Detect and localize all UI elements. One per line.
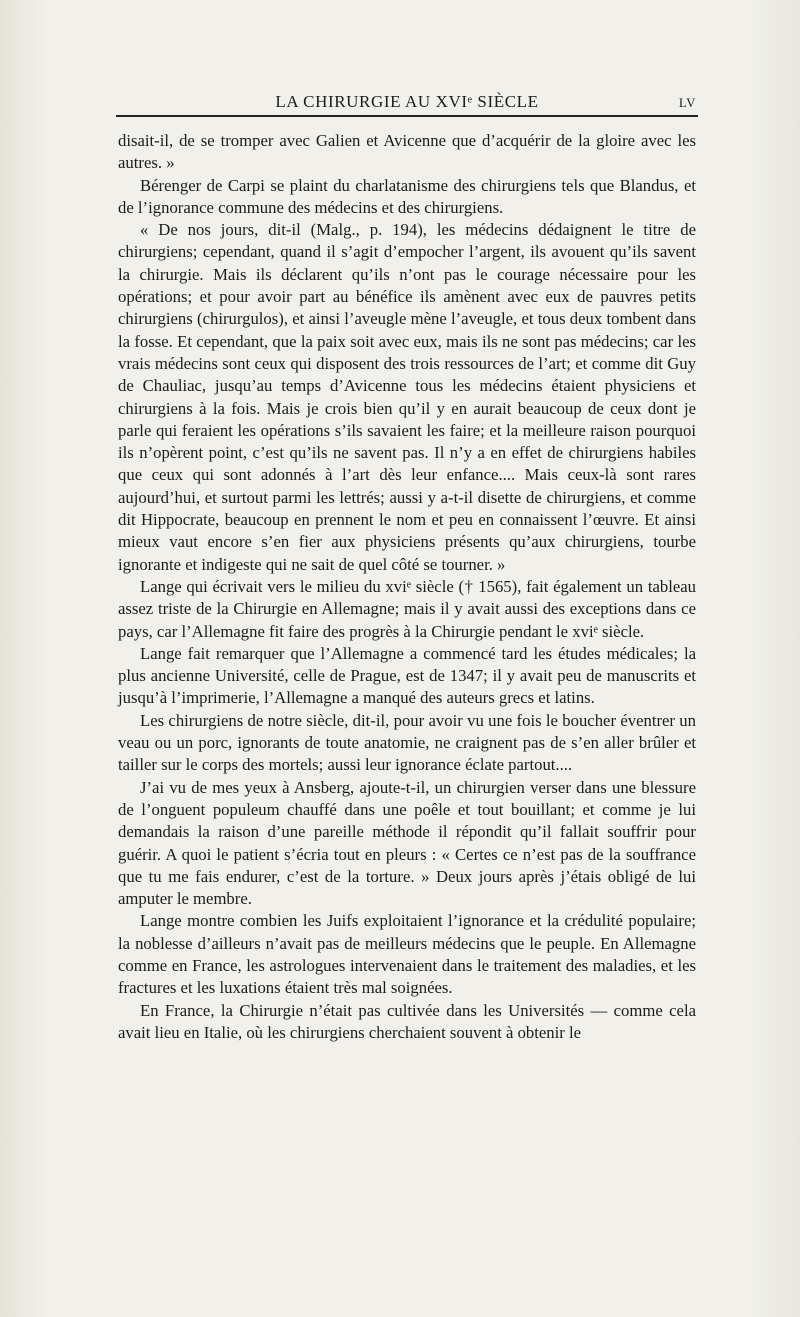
page-number: LV xyxy=(678,95,696,110)
paragraph: Les chirurgiens de notre siècle, dit-il, pour avoir vu une fois le boucher éventrer un veau ou un porc, ignorants de toute anatomie, ne craignent pas de s’en aller brûler et tailler sur le corps des mortels; aussi leur ignorance éclate partout.... xyxy=(118,710,696,775)
paragraph: Lange qui écrivait vers le milieu du xviᵉ siècle († 1565), fait également un tableau assez triste de la Chirurgie en Allemagne; mais il y avait aussi des exceptions dans ce pays, car l’Allemagne fit faire des progrès à la Chirurgie pendant le xviᵉ siècle. xyxy=(118,576,696,641)
body-text xyxy=(118,130,696,1044)
paragraph: « De nos jours, dit-il (Malg., p. 194), les médecins dédaignent le titre de chirurgiens; cependant, quand il s’agit d’empocher l’argent, ils avouent qu’ils savent la chirurgie. Mais ils déclarent qu’ils n’ont pas le courage nécessaire pour les opérations; et pour avoir part au bénéfice ils amènent avec eux de pauvres petits chirurgiens (chirurgulos), et ainsi l’aveugle mène l’aveugle, et tous deux tombent dans la fosse. Et cependant, que la paix soit avec eux, mais ils ne sont pas médecins; car les vrais médecins sont ceux qui disposent des trois ressources de l’art; et comme dit Guy de Chauliac, jusqu’au temps d’Avicenne tous les médecins étaient physiciens et chirurgiens à la fois. Mais je crois bien qu’il y en aurait beaucoup de ceux dont je parle qui feraient les opérations s’ils savaient les faire; et la meilleure raison pourquoi ils n’opèrent point, c’est qu’ils ne savent pas. Il n’y a en effet de chirurgiens habiles que ceux qui sont adonnés à l’art dès leur enfance.... Mais ceux-là sont rares aujourd’hui, et surtout parmi les lettrés; aussi y a-t-il disette de chirurgiens, et comme dit Hippocrate, beaucoup en prennent le nom et peu en connaissent l’œuvre. Et ainsi mieux vaut encore s’en fier aux physiciens présents qu’aux chirurgiens, tourbe ignorante et indigeste qui ne sait de quel côté se tourner. » xyxy=(118,220,696,574)
paragraph: Bérenger de Carpi se plaint du charlatanisme des chirurgiens tels que Blandus, et de l’ignorance commune des médecins et des chirurgiens. xyxy=(118,175,696,217)
paragraph: En France, la Chirurgie n’était pas cultivée dans les Universités — comme cela avait lieu en Italie, où les chirurgiens cherchaient souvent à obtenir le xyxy=(118,1000,696,1042)
paragraph: Lange montre combien les Juifs exploitaient l’ignorance et la crédulité populaire; la noblesse d’ailleurs n’avait pas de meilleurs médecins que le peuple. En Allemagne comme en France, les astrologues intervenaient dans le traitement des maladies, et les fractures et les luxations étaient très mal soignées. xyxy=(118,911,696,998)
header-rule xyxy=(116,115,698,117)
paragraph: Lange fait remarquer que l’Allemagne a commencé tard les études médicales; la plus ancienne Université, celle de Prague, est de 1347; il y avait peu de manuscrits et jusqu’à l’imprimerie, l’Allemagne a manqué des auteurs grecs et latins. xyxy=(118,643,696,708)
paragraph: disait-il, de se tromper avec Galien et Avicenne que d’acquérir de la gloire avec les autres. » xyxy=(118,131,696,173)
paragraph: J’ai vu de mes yeux à Ansberg, ajoute-t-il, un chirurgien verser dans une blessure de l’onguent populeum chauffé dans une poêle et tout bouillant; et comme je lui demandais la raison d’une pareille méthode il répondit qu’il fallait souffrir pour guérir. A quoi le patient s’écria tout en pleurs : « Certes ce n’est pas de la souffrance que tu me fais endurer, c’est de la torture. » Deux jours après j’étais obligé de lui amputer le membre. xyxy=(118,777,696,909)
running-title: LA CHIRURGIE AU XVIᵉ SIÈCLE xyxy=(275,92,539,111)
